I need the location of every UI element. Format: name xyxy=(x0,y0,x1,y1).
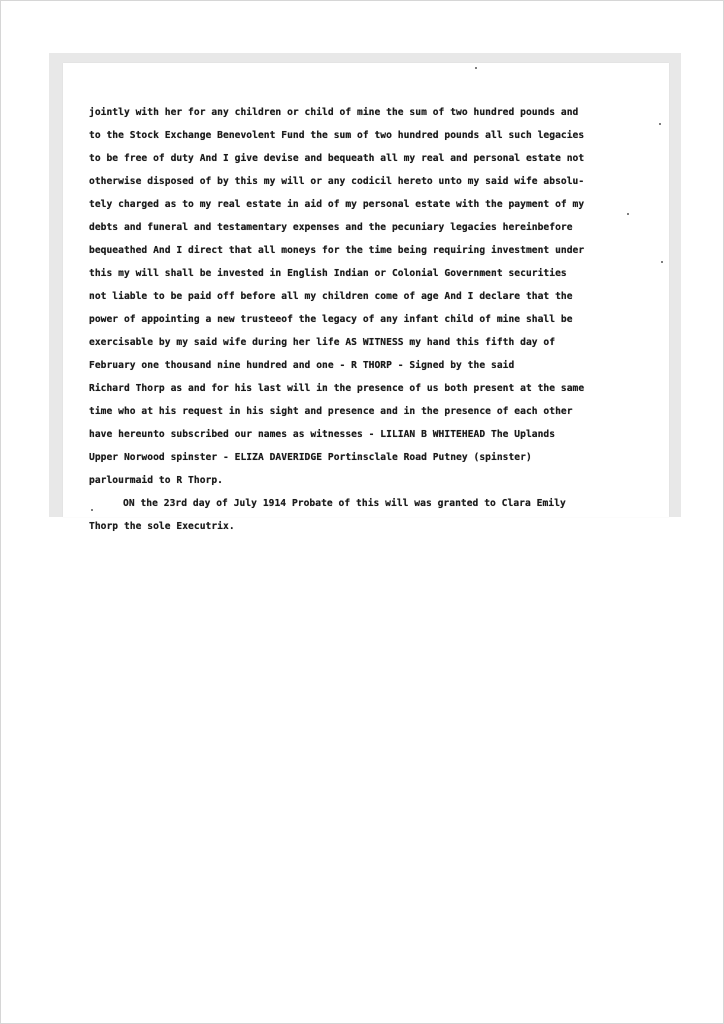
scan-speck xyxy=(91,509,93,511)
scan-speck xyxy=(661,261,663,263)
document-sheet xyxy=(63,63,669,532)
text-line: to be free of duty And I give devise and bequeath all my real and personal estate not xyxy=(89,153,585,164)
text-line: debts and funeral and testamentary expenses and the pecuniary legacies hereinbefore xyxy=(89,222,573,233)
text-line: parlourmaid to R Thorp. xyxy=(89,475,223,486)
scan-speck xyxy=(659,123,661,125)
text-line: Richard Thorp as and for his last will in the presence of us both present at the same xyxy=(89,383,585,394)
probate-line: Thorp the sole Executrix. xyxy=(89,521,235,532)
text-line: tely charged as to my real estate in aid of my personal estate with the payment of my xyxy=(89,199,585,210)
text-line: have hereunto subscribed our names as witnesses - LILIAN B WHITEHEAD The Uplands xyxy=(89,429,556,440)
text-line: exercisable by my said wife during her life AS WITNESS my hand this fifth day of xyxy=(89,337,556,348)
text-line: Upper Norwood spinster - ELIZA DAVERIDGE Portinsclale Road Putney (spinster) xyxy=(89,452,532,463)
text-line: jointly with her for any children or child of mine the sum of two hundred pounds and xyxy=(89,107,579,118)
text-line: not liable to be paid off before all my children come of age And I declare that the xyxy=(89,291,573,302)
text-line: bequeathed And I direct that all moneys for the time being requiring investment under xyxy=(89,245,585,256)
text-line: power of appointing a new trusteeof the legacy of any infant child of mine shall be xyxy=(89,314,573,325)
text-line: to the Stock Exchange Benevolent Fund the sum of two hundred pounds all such legacies xyxy=(89,130,585,141)
text-line: time who at his request in his sight and presence and in the presence of each other xyxy=(89,406,573,417)
text-line: February one thousand nine hundred and one - R THORP - Signed by the said xyxy=(89,360,515,371)
scan-speck xyxy=(475,67,477,69)
text-line: this my will shall be invested in English Indian or Colonial Government securities xyxy=(89,268,567,279)
scan-speck xyxy=(627,213,629,215)
will-text xyxy=(89,101,659,538)
text-line: otherwise disposed of by this my will or any codicil hereto unto my said wife absolu- xyxy=(89,176,585,187)
probate-line: ON the 23rd day of July 1914 Probate of this will was granted to Clara Emily xyxy=(123,498,566,509)
